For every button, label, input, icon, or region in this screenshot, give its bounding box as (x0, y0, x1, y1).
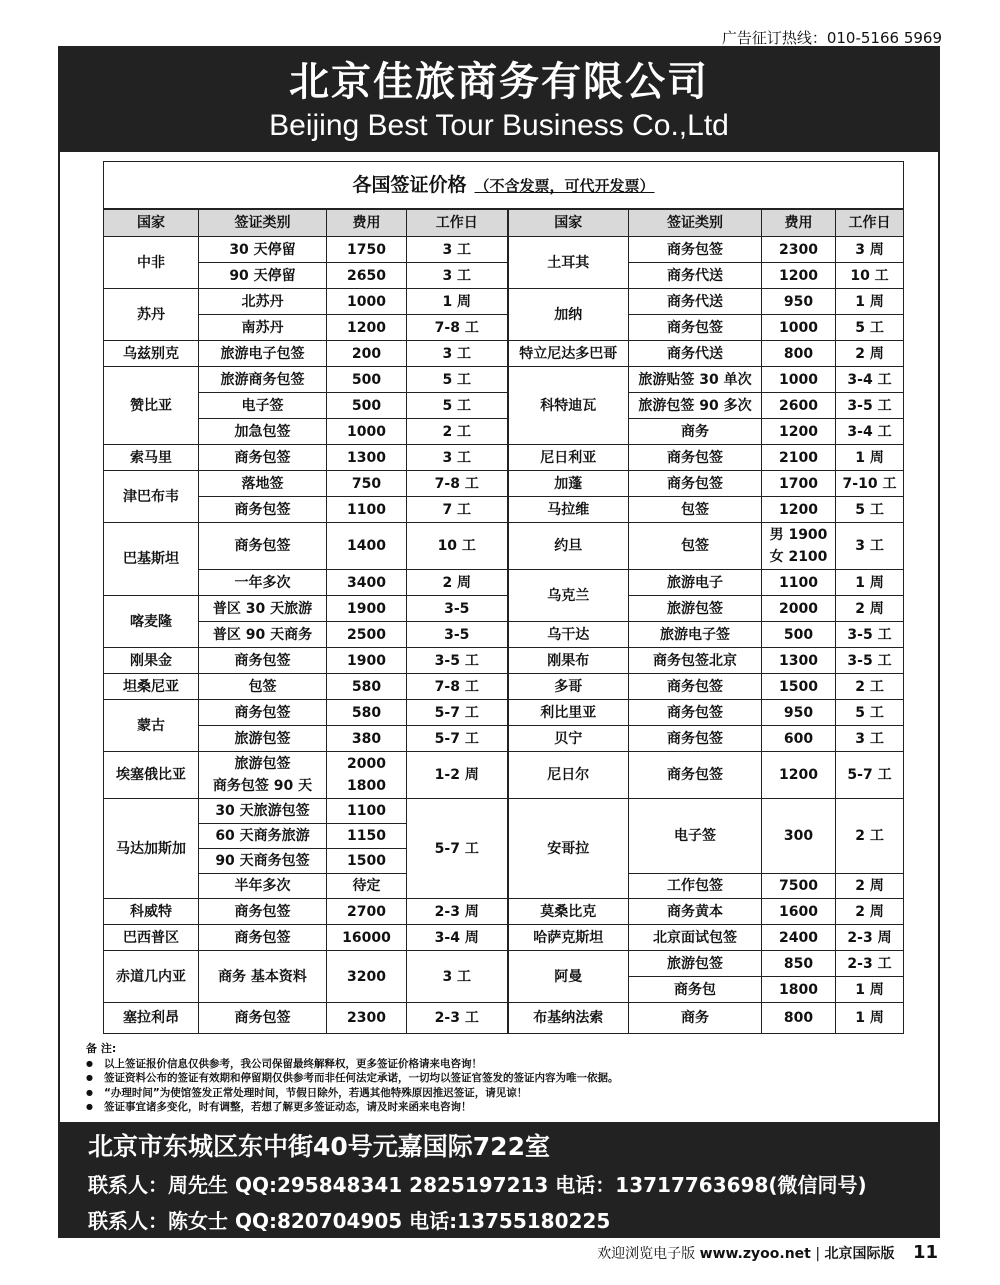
country-cell: 马拉维 (508, 497, 629, 523)
fee-cell: 580 (327, 700, 407, 726)
table-row (104, 925, 904, 951)
visa-type-cell: 商务包签 (199, 445, 327, 471)
workdays-cell: 1 周 (836, 977, 904, 1003)
country-cell: 利比里亚 (508, 700, 629, 726)
workdays-cell: 3 工 (407, 263, 508, 289)
visa-type-cell: 90 天停留 (199, 263, 327, 289)
fee-cell: 2600 (762, 393, 836, 419)
table-row (104, 497, 904, 523)
workdays-cell: 7-8 工 (407, 674, 508, 700)
fee-cell: 2700 (327, 899, 407, 925)
visa-type-cell: 旅游商务包签 (199, 367, 327, 393)
fee-cell: 1600 (762, 899, 836, 925)
workdays-cell: 1 周 (836, 1003, 904, 1034)
country-cell: 莫桑比克 (508, 899, 629, 925)
workdays-cell: 3 工 (407, 445, 508, 471)
workdays-cell: 3 工 (407, 341, 508, 367)
workdays-cell: 3-4 工 (836, 419, 904, 445)
fee-cell: 16000 (327, 925, 407, 951)
visa-type-cell: 商务黄本 (629, 899, 762, 925)
visa-type-cell: 旅游包签 (199, 726, 327, 752)
visa-type-cell: 商务包签 (629, 471, 762, 497)
fee-cell: 1000 (327, 419, 407, 445)
address: 北京市东城区东中街40号元嘉国际722室 (88, 1132, 550, 1161)
table-row (104, 726, 904, 752)
edition-label: 北京国际版 (824, 1246, 895, 1262)
fee-cell: 1800 (762, 977, 836, 1003)
workdays-cell: 5-7 工 (836, 752, 904, 799)
notes-label: 备 注: (86, 1042, 117, 1055)
fee-cell: 2300 (762, 237, 836, 263)
country-cell: 贝宁 (508, 726, 629, 752)
fee-female: 女 2100 (769, 549, 828, 565)
table-title: 各国签证价格 (352, 173, 467, 196)
visa-type-cell: 商务代送 (629, 289, 762, 315)
country-cell: 哈萨克斯坦 (508, 925, 629, 951)
fee-cell: 200 (327, 341, 407, 367)
visa-type-cell: 商务包签 (199, 1003, 327, 1034)
workdays-cell: 3-4 工 (836, 367, 904, 393)
country-cell: 中非 (104, 237, 199, 289)
workdays-cell: 2 工 (836, 799, 904, 874)
fee-cell: 3400 (327, 570, 407, 596)
country-cell: 巴西普区 (104, 925, 199, 951)
fee-cell: 1100 (327, 799, 407, 824)
table-row (104, 289, 904, 315)
workdays-cell: 2 周 (836, 899, 904, 925)
fee-cell (762, 523, 836, 570)
workdays-cell: 5 工 (836, 315, 904, 341)
visa-type-cell: 包签 (629, 523, 762, 570)
country-cell: 科特迪瓦 (508, 367, 629, 445)
visa-type-cell: 工作包签 (629, 874, 762, 899)
fee-line: 2000 (347, 756, 386, 772)
fee-cell: 1000 (327, 289, 407, 315)
note-item: ● 签证资料公布的签证有效期和停留期仅供参考而非任何法定承诺，一切均以签证官签发的签证内容为唯一依据。 (86, 1071, 926, 1086)
fee-cell: 600 (762, 726, 836, 752)
workdays-cell: 10 工 (407, 523, 508, 570)
fee-cell: 750 (327, 471, 407, 497)
header-fee: 费用 (762, 209, 836, 237)
table-row (104, 263, 904, 289)
table-subtitle: （不含发票，可代开发票） (474, 176, 655, 195)
company-header (60, 48, 938, 152)
visa-type-cell: 商务代送 (629, 263, 762, 289)
country-cell: 苏丹 (104, 289, 199, 341)
contact-chen: 联系人：陈女士 QQ:820704905 电话:13755180225 (88, 1209, 611, 1233)
visa-type-cell: 包签 (629, 497, 762, 523)
workdays-cell: 3-5 工 (836, 622, 904, 648)
visa-type-cell: 商务包签 (199, 899, 327, 925)
table-row (104, 1003, 904, 1034)
header-visa-type: 签证类别 (629, 209, 762, 237)
fee-cell: 2400 (762, 925, 836, 951)
table-row (104, 622, 904, 648)
visa-type-cell: 普区 90 天商务 (199, 622, 327, 648)
header-country: 国家 (508, 209, 629, 237)
workdays-cell: 5-7 工 (407, 726, 508, 752)
fee-cell: 1000 (762, 367, 836, 393)
table-header-row (104, 209, 904, 237)
visa-type-cell: 一年多次 (199, 570, 327, 596)
footer-separator: | (815, 1246, 821, 1262)
workdays-cell: 5 工 (407, 367, 508, 393)
visa-type-cell: 商务 基本资料 (199, 951, 327, 1003)
workdays-cell: 3 工 (407, 951, 508, 1003)
fee-cell: 380 (327, 726, 407, 752)
workdays-cell: 1 周 (836, 570, 904, 596)
visa-type-cell: 商务包签北京 (629, 648, 762, 674)
workdays-cell: 3 周 (836, 237, 904, 263)
visa-price-table (103, 161, 904, 1034)
visa-type-cell: 商务代送 (629, 341, 762, 367)
company-name-cn: 北京佳旅商务有限公司 (289, 59, 709, 105)
workdays-cell: 5-7 工 (407, 799, 508, 899)
country-cell: 乌兹别克 (104, 341, 199, 367)
fee-cell: 2000 (762, 596, 836, 622)
country-cell: 赞比亚 (104, 367, 199, 445)
visa-type-cell: 商务包签 (199, 700, 327, 726)
workdays-cell: 2 周 (836, 874, 904, 899)
visa-type-cell: 30 天停留 (199, 237, 327, 263)
visa-type-line: 商务包签 90 天 (212, 778, 313, 794)
workdays-cell: 7-8 工 (407, 315, 508, 341)
table-row (104, 674, 904, 700)
country-cell: 多哥 (508, 674, 629, 700)
visa-type-cell: 商务 (629, 419, 762, 445)
visa-type-cell: 商务包签 (629, 315, 762, 341)
workdays-cell: 2-3 工 (407, 1003, 508, 1034)
visa-type-cell: 商务包 (629, 977, 762, 1003)
visa-type-cell: 北苏丹 (199, 289, 327, 315)
header-visa-type: 签证类别 (199, 209, 327, 237)
table-row (104, 700, 904, 726)
country-cell: 索马里 (104, 445, 199, 471)
country-cell: 乌克兰 (508, 570, 629, 622)
workdays-cell: 7 工 (407, 497, 508, 523)
fee-cell: 7500 (762, 874, 836, 899)
visa-type-cell: 旅游包签 (629, 596, 762, 622)
visa-type-cell: 旅游包签 (629, 951, 762, 977)
fee-cell: 1400 (327, 523, 407, 570)
fee-cell: 800 (762, 1003, 836, 1034)
table-row (104, 799, 904, 824)
table-row (104, 367, 904, 393)
visa-type-cell: 旅游包签 90 多次 (629, 393, 762, 419)
table-title-row (104, 162, 904, 210)
country-cell: 阿曼 (508, 951, 629, 1003)
country-cell: 津巴布韦 (104, 471, 199, 523)
header-country: 国家 (104, 209, 199, 237)
workdays-cell: 5-7 工 (407, 700, 508, 726)
workdays-cell: 2 周 (836, 341, 904, 367)
visa-type-cell: 商务 (629, 1003, 762, 1034)
fee-cell: 850 (762, 951, 836, 977)
workdays-cell: 5 工 (836, 497, 904, 523)
workdays-cell: 2 工 (407, 419, 508, 445)
fee-cell: 1200 (762, 497, 836, 523)
note-item: ● 签证事宜诸多变化，时有调整，若想了解更多签证动态，请及时来函来电咨询！ (86, 1100, 926, 1115)
workdays-cell: 1-2 周 (407, 752, 508, 799)
table-row (104, 570, 904, 596)
fee-cell: 2500 (327, 622, 407, 648)
workdays-cell: 3 工 (407, 237, 508, 263)
website-link[interactable]: www.zyoo.net (699, 1246, 811, 1262)
country-cell: 塞拉利昂 (104, 1003, 199, 1034)
workdays-cell: 2 工 (836, 674, 904, 700)
workdays-cell: 10 工 (836, 263, 904, 289)
country-cell: 加纳 (508, 289, 629, 341)
workdays-cell: 3-5 工 (407, 648, 508, 674)
contact-footer (60, 1122, 938, 1236)
page-number: 11 (912, 1242, 938, 1263)
fee-cell: 1100 (327, 497, 407, 523)
fee-cell: 1200 (762, 752, 836, 799)
visa-type-cell: 包签 (199, 674, 327, 700)
fee-cell: 1500 (327, 849, 407, 874)
workdays-cell: 7-8 工 (407, 471, 508, 497)
visa-type-cell: 电子签 (199, 393, 327, 419)
header-fee: 费用 (327, 209, 407, 237)
table-row (104, 596, 904, 622)
visa-type-cell: 商务包签 (629, 674, 762, 700)
fee-cell: 3200 (327, 951, 407, 1003)
visa-type-cell: 商务包签 (199, 648, 327, 674)
visa-type-cell: 普区 30 天旅游 (199, 596, 327, 622)
country-cell: 坦桑尼亚 (104, 674, 199, 700)
fee-cell: 2300 (327, 1003, 407, 1034)
fee-cell: 1300 (327, 445, 407, 471)
fee-cell: 580 (327, 674, 407, 700)
ad-hotline: 广告征订热线：010-5166 5969 (721, 29, 942, 47)
workdays-cell: 5 工 (836, 700, 904, 726)
country-cell: 布基纳法索 (508, 1003, 629, 1034)
fee-cell (327, 752, 407, 799)
fee-cell: 1900 (327, 648, 407, 674)
fee-cell: 1200 (327, 315, 407, 341)
footer-prefix: 欢迎浏览电子版 (597, 1246, 696, 1262)
fee-cell: 1200 (762, 419, 836, 445)
contact-zhou: 联系人：周先生 QQ:295848341 2825197213 电话：13717763698(微信同号) (88, 1173, 867, 1197)
visa-type-cell: 加急包签 (199, 419, 327, 445)
fee-cell: 300 (762, 799, 836, 874)
visa-type-cell: 旅游电子包签 (199, 341, 327, 367)
note-item: ● “办理时间”为使馆签发正常处理时间，节假日除外，若遇其他特殊原因推迟签证，请见谅！ (86, 1086, 926, 1101)
workdays-cell: 3-5 (407, 596, 508, 622)
table-row (104, 315, 904, 341)
fee-cell: 950 (762, 289, 836, 315)
header-workdays: 工作日 (407, 209, 508, 237)
visa-type-cell: 商务包签 (629, 445, 762, 471)
visa-type-cell: 北京面试包签 (629, 925, 762, 951)
country-cell: 土耳其 (508, 237, 629, 289)
visa-type-cell: 旅游贴签 30 单次 (629, 367, 762, 393)
country-cell: 尼日利亚 (508, 445, 629, 471)
visa-type-cell: 商务包签 (629, 752, 762, 799)
country-cell: 特立尼达多巴哥 (508, 341, 629, 367)
fee-cell: 2650 (327, 263, 407, 289)
workdays-cell: 3 工 (836, 523, 904, 570)
table-row (104, 523, 904, 570)
table-row (104, 445, 904, 471)
table-row (104, 393, 904, 419)
workdays-cell: 1 周 (836, 289, 904, 315)
header-workdays: 工作日 (836, 209, 904, 237)
country-cell: 加蓬 (508, 471, 629, 497)
table-row (104, 951, 904, 977)
table-row (104, 752, 904, 799)
notes-list (86, 1057, 926, 1115)
fee-male: 男 1900 (769, 527, 828, 543)
country-cell: 马达加斯加 (104, 799, 199, 899)
country-cell: 安哥拉 (508, 799, 629, 899)
workdays-cell: 2 周 (836, 596, 904, 622)
table-row (104, 341, 904, 367)
visa-type-cell: 商务包签 (629, 700, 762, 726)
fee-cell: 1200 (762, 263, 836, 289)
visa-type-cell: 落地签 (199, 471, 327, 497)
country-cell: 约旦 (508, 523, 629, 570)
country-cell: 喀麦隆 (104, 596, 199, 648)
visa-type-cell: 南苏丹 (199, 315, 327, 341)
table-row (104, 237, 904, 263)
workdays-cell: 1 周 (836, 445, 904, 471)
fee-cell: 500 (327, 393, 407, 419)
workdays-cell: 2-3 工 (836, 951, 904, 977)
workdays-cell: 1 周 (407, 289, 508, 315)
notes-section (86, 1042, 926, 1115)
table-row (104, 899, 904, 925)
fee-cell: 2100 (762, 445, 836, 471)
workdays-cell: 7-10 工 (836, 471, 904, 497)
table-row (104, 648, 904, 674)
page-footer (597, 1242, 938, 1263)
country-cell: 刚果布 (508, 648, 629, 674)
workdays-cell: 2 周 (407, 570, 508, 596)
company-name-en: Beijing Best Tour Business Co.,Ltd (269, 109, 729, 142)
fee-cell: 950 (762, 700, 836, 726)
visa-type-cell (199, 752, 327, 799)
fee-cell: 500 (762, 622, 836, 648)
workdays-cell: 2-3 周 (836, 925, 904, 951)
fee-cell: 1700 (762, 471, 836, 497)
table-row (104, 471, 904, 497)
visa-type-cell: 商务包签 (199, 523, 327, 570)
fee-cell: 待定 (327, 874, 407, 899)
visa-type-cell: 商务包签 (629, 726, 762, 752)
visa-type-cell: 60 天商务旅游 (199, 824, 327, 849)
fee-cell: 800 (762, 341, 836, 367)
workdays-cell: 2-3 周 (407, 899, 508, 925)
visa-type-cell: 90 天商务包签 (199, 849, 327, 874)
country-cell: 赤道几内亚 (104, 951, 199, 1003)
workdays-cell: 3-4 周 (407, 925, 508, 951)
country-cell: 巴基斯坦 (104, 523, 199, 596)
workdays-cell: 3-5 (407, 622, 508, 648)
note-item: ● 以上签证报价信息仅供参考，我公司保留最终解释权，更多签证价格请来电咨询！ (86, 1057, 926, 1072)
workdays-cell: 3-5 工 (836, 393, 904, 419)
fee-cell: 1900 (327, 596, 407, 622)
visa-type-line: 旅游包签 (234, 756, 291, 772)
visa-type-cell: 电子签 (629, 799, 762, 874)
workdays-cell: 3-5 工 (836, 648, 904, 674)
fee-cell: 1750 (327, 237, 407, 263)
workdays-cell: 5 工 (407, 393, 508, 419)
country-cell: 蒙古 (104, 700, 199, 752)
fee-cell: 1500 (762, 674, 836, 700)
visa-type-cell: 半年多次 (199, 874, 327, 899)
visa-type-cell: 商务包签 (199, 925, 327, 951)
fee-line: 1800 (347, 778, 386, 794)
visa-type-cell: 商务包签 (629, 237, 762, 263)
fee-cell: 500 (327, 367, 407, 393)
workdays-cell: 3 工 (836, 726, 904, 752)
visa-type-cell: 商务包签 (199, 497, 327, 523)
fee-cell: 1100 (762, 570, 836, 596)
fee-cell: 1150 (327, 824, 407, 849)
visa-type-cell: 旅游电子 (629, 570, 762, 596)
country-cell: 尼日尔 (508, 752, 629, 799)
fee-cell: 1300 (762, 648, 836, 674)
visa-type-cell: 旅游电子签 (629, 622, 762, 648)
country-cell: 乌干达 (508, 622, 629, 648)
visa-type-cell: 30 天旅游包签 (199, 799, 327, 824)
country-cell: 埃塞俄比亚 (104, 752, 199, 799)
country-cell: 刚果金 (104, 648, 199, 674)
table-row (104, 419, 904, 445)
fee-cell: 1000 (762, 315, 836, 341)
country-cell: 科威特 (104, 899, 199, 925)
